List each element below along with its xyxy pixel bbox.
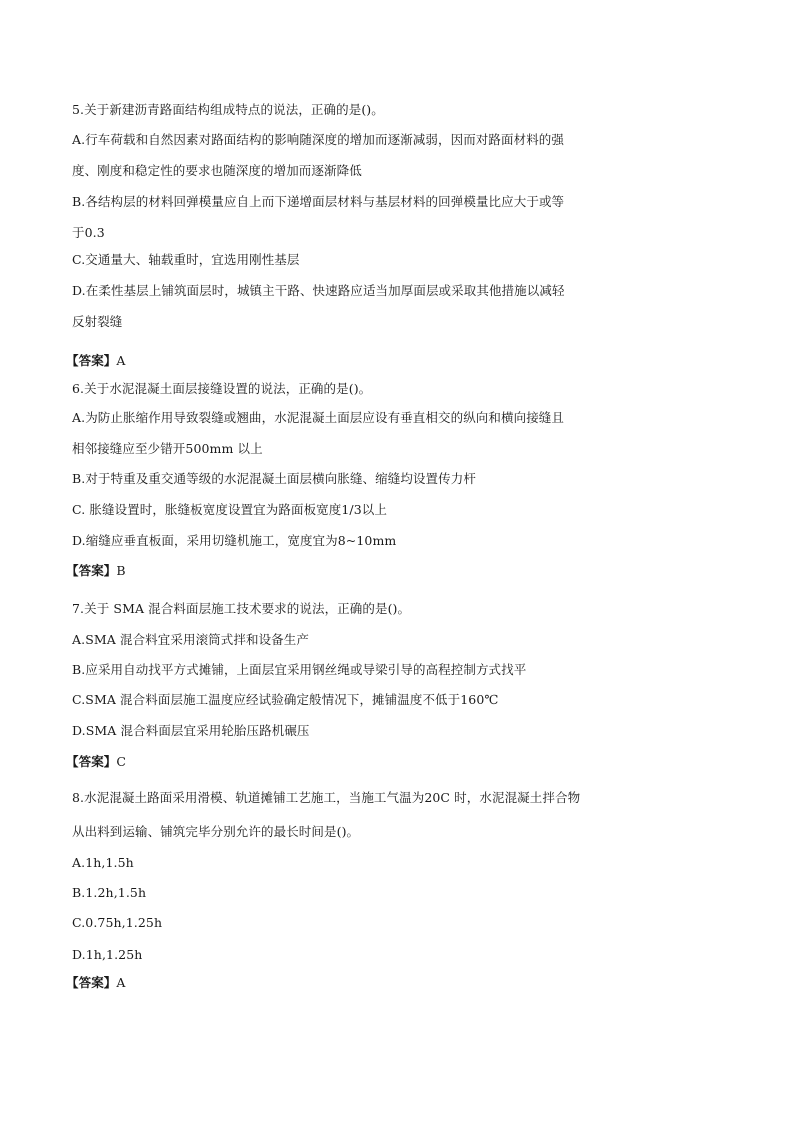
answer-line [66, 754, 126, 770]
option-b: B.对于特重及重交通等级的水泥混凝土面层横向胀缝、缩缝均设置传力杆 [72, 471, 476, 486]
answer-value: A [116, 975, 126, 990]
option-d: D.缩缝应垂直板面，采用切缝机施工，宽度宜为8~10mm [72, 533, 397, 548]
answer-value: C [116, 754, 127, 769]
option-d: D.1h,1.25h [72, 947, 143, 962]
option-c: C. 胀缝设置时，胀缝板宽度设置宜为路面板宽度1/3以上 [72, 502, 387, 517]
option-a: A.行车荷载和自然因素对路面结构的影响随深度的增加而逐渐减弱，因而对路面材料的强 [72, 132, 565, 147]
question-stem: 7.关于 SMA 混合料面层施工技术要求的说法，正确的是()。 [72, 601, 411, 616]
option-a: A.1h,1.5h [72, 855, 134, 870]
option-a-continued: 相邻接缝应至少错开500mm 以上 [72, 441, 263, 456]
option-c: C.SMA 混合料面层施工温度应经试验确定般情况下，摊铺温度不低于160℃ [72, 692, 499, 707]
option-d: D.SMA 混合料面层宜采用轮胎压路机碾压 [72, 723, 310, 738]
question-stem: 8.水泥混凝土路面采用滑模、轨道摊铺工艺施工，当施工气温为20C 时，水泥混凝土拌合物 [72, 790, 581, 805]
answer-line [66, 975, 126, 991]
answer-line [66, 353, 126, 369]
answer-label: 【答案】 [66, 754, 117, 769]
question-stem: 5.关于新建沥青路面结构组成特点的说法，正确的是()。 [72, 102, 384, 117]
option-b: B.应采用自动找平方式摊铺，上面层宜采用钢丝绳或导梁引导的高程控制方式找平 [72, 662, 527, 677]
option-b-continued: 于0.3 [72, 225, 105, 240]
option-b: B.1.2h,1.5h [72, 885, 147, 900]
answer-line [66, 563, 126, 579]
question-stem-continued: 从出料到运输、铺筑完毕分别允许的最长时间是()。 [72, 824, 360, 839]
answer-label: 【答案】 [66, 353, 117, 368]
option-a: A.为防止胀缩作用导致裂缝或翘曲，水泥混凝土面层应设有垂直相交的纵向和横向接缝且 [72, 410, 565, 425]
option-a: A.SMA 混合料宜采用滚筒式拌和设备生产 [72, 632, 309, 647]
question-stem: 6.关于水泥混凝土面层接缝设置的说法，正确的是()。 [72, 381, 372, 396]
option-a-continued: 度、刚度和稳定性的要求也随深度的增加而逐渐降低 [72, 163, 362, 178]
option-d: D.在柔性基层上铺筑面层时，城镇主干路、快速路应适当加厚面层或采取其他措施以减轻 [72, 283, 565, 298]
option-c: C.0.75h,1.25h [72, 915, 163, 930]
answer-value: B [116, 563, 126, 578]
option-d-continued: 反射裂缝 [72, 314, 123, 329]
option-c: C.交通量大、轴载重时，宜选用刚性基层 [72, 252, 300, 267]
answer-value: A [116, 353, 126, 368]
answer-label: 【答案】 [66, 563, 117, 578]
option-b: B.各结构层的材料回弹模量应自上而下递增面层材料与基层材料的回弹模量比应大于或等 [72, 194, 565, 209]
answer-label: 【答案】 [66, 975, 117, 990]
